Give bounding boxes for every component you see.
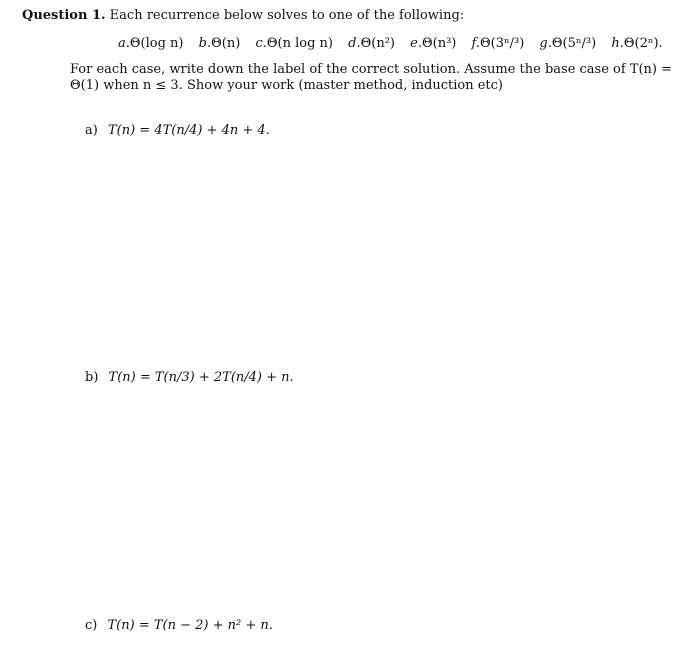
option-e: e.Θ(n³): [410, 36, 457, 51]
option-f: f.Θ(3ⁿ/³): [471, 36, 525, 51]
part-b-equation: T(n) = T(n/3) + 2T(n/4) + n.: [108, 370, 294, 385]
question-number: Question 1.: [22, 8, 106, 23]
option-h: h.Θ(2ⁿ).: [611, 36, 663, 51]
solution-options: [118, 36, 674, 51]
part-b: [85, 370, 294, 385]
option-a: a.Θ(log n): [118, 36, 184, 51]
part-a-equation: T(n) = 4T(n/4) + 4n + 4.: [107, 123, 270, 138]
part-a-label: a): [85, 123, 98, 138]
instructions: For each case, write down the label of the correct solution. Assume the base case of T(n) = Θ(1) when n ≤ 3. Show your work (master method, induction etc): [70, 62, 673, 93]
part-b-label: b): [85, 370, 99, 385]
part-c: [85, 618, 273, 633]
option-d: d.Θ(n²): [348, 36, 395, 51]
part-a: [85, 123, 270, 138]
question-heading: [22, 8, 464, 23]
part-c-equation: T(n) = T(n − 2) + n² + n.: [107, 618, 273, 633]
option-g: g.Θ(5ⁿ/³): [539, 36, 597, 51]
question-intro: Each recurrence below solves to one of the following:: [109, 8, 465, 23]
option-b: b.Θ(n): [198, 36, 241, 51]
part-c-label: c): [85, 618, 98, 633]
option-c: c.Θ(n log n): [255, 36, 333, 51]
